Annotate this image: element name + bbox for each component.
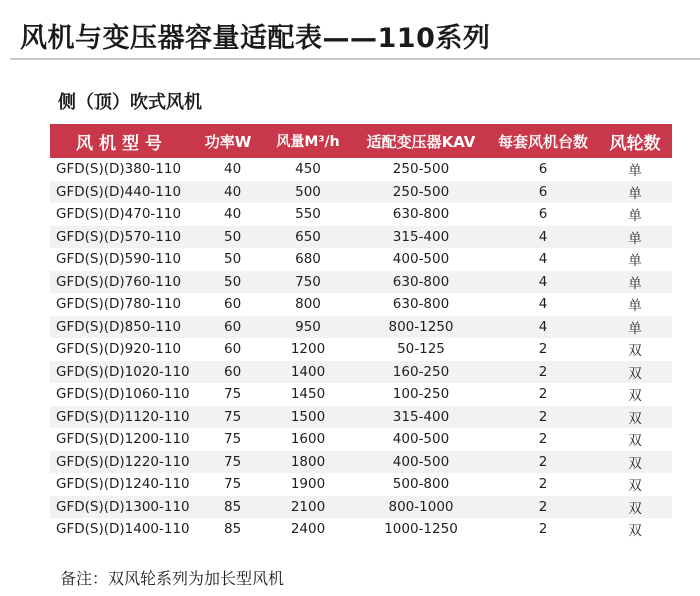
table-row [50,518,672,541]
cell-airflow: 1450 [262,383,354,406]
cell-airflow: 750 [262,271,354,294]
cell-airflow: 450 [262,158,354,181]
fan-transformer-table [50,124,672,541]
cell-airflow: 650 [262,226,354,249]
cell-model: GFD(S)(D)590-110 [50,248,194,271]
cell-airflow: 550 [262,203,354,226]
cell-transformer-kva: 400-500 [354,248,488,271]
cell-model: GFD(S)(D)470-110 [50,203,194,226]
cell-power: 75 [194,473,262,496]
cell-fans-per-set: 2 [488,473,598,496]
header-fans-per-set: 每套风机台数 [488,124,598,158]
cell-airflow: 680 [262,248,354,271]
table-row [50,226,672,249]
cell-wheel-count: 单 [598,226,672,249]
cell-transformer-kva: 400-500 [354,428,488,451]
cell-power: 50 [194,226,262,249]
cell-transformer-kva: 630-800 [354,203,488,226]
cell-airflow: 2400 [262,518,354,541]
cell-transformer-kva: 630-800 [354,271,488,294]
cell-airflow: 1800 [262,451,354,474]
cell-power: 60 [194,316,262,339]
cell-wheel-count: 单 [598,293,672,316]
cell-power: 75 [194,451,262,474]
cell-wheel-count: 双 [598,451,672,474]
cell-fans-per-set: 4 [488,293,598,316]
cell-wheel-count: 双 [598,473,672,496]
cell-wheel-count: 单 [598,181,672,204]
cell-airflow: 1900 [262,473,354,496]
cell-model: GFD(S)(D)570-110 [50,226,194,249]
cell-fans-per-set: 6 [488,158,598,181]
cell-transformer-kva: 800-1000 [354,496,488,519]
table-body [50,158,672,541]
cell-model: GFD(S)(D)1300-110 [50,496,194,519]
cell-model: GFD(S)(D)850-110 [50,316,194,339]
cell-airflow: 1500 [262,406,354,429]
table-row [50,203,672,226]
cell-fans-per-set: 2 [488,406,598,429]
cell-airflow: 500 [262,181,354,204]
cell-transformer-kva: 160-250 [354,361,488,384]
cell-power: 50 [194,271,262,294]
cell-airflow: 1200 [262,338,354,361]
cell-model: GFD(S)(D)380-110 [50,158,194,181]
cell-fans-per-set: 2 [488,451,598,474]
cell-wheel-count: 单 [598,158,672,181]
title-divider [10,58,700,60]
cell-wheel-count: 双 [598,383,672,406]
cell-fans-per-set: 6 [488,203,598,226]
table-row [50,316,672,339]
cell-model: GFD(S)(D)780-110 [50,293,194,316]
cell-transformer-kva: 1000-1250 [354,518,488,541]
document-title: 风机与变压器容量适配表——110系列 [20,23,491,54]
section-heading: 侧（顶）吹式风机 [58,92,202,113]
cell-transformer-kva: 50-125 [354,338,488,361]
cell-power: 60 [194,361,262,384]
cell-model: GFD(S)(D)440-110 [50,181,194,204]
cell-fans-per-set: 4 [488,316,598,339]
cell-wheel-count: 单 [598,316,672,339]
table-row [50,338,672,361]
table-row [50,248,672,271]
cell-transformer-kva: 630-800 [354,293,488,316]
cell-power: 75 [194,406,262,429]
cell-model: GFD(S)(D)1240-110 [50,473,194,496]
header-transformer-kva: 适配变压器KAV [354,124,488,158]
cell-airflow: 800 [262,293,354,316]
table-row [50,496,672,519]
cell-fans-per-set: 2 [488,338,598,361]
cell-power: 75 [194,383,262,406]
cell-power: 85 [194,496,262,519]
cell-wheel-count: 单 [598,271,672,294]
cell-transformer-kva: 100-250 [354,383,488,406]
header-wheel-count: 风轮数 [598,124,672,158]
table-row [50,451,672,474]
table-row [50,361,672,384]
cell-airflow: 1600 [262,428,354,451]
cell-transformer-kva: 500-800 [354,473,488,496]
cell-power: 50 [194,248,262,271]
table-row [50,383,672,406]
cell-fans-per-set: 4 [488,248,598,271]
table-row [50,428,672,451]
cell-power: 75 [194,428,262,451]
cell-model: GFD(S)(D)1060-110 [50,383,194,406]
table-row [50,473,672,496]
cell-fans-per-set: 2 [488,361,598,384]
header-power: 功率W [194,124,262,158]
cell-fans-per-set: 6 [488,181,598,204]
cell-power: 40 [194,203,262,226]
cell-fans-per-set: 2 [488,428,598,451]
cell-wheel-count: 双 [598,361,672,384]
cell-power: 40 [194,158,262,181]
cell-model: GFD(S)(D)1400-110 [50,518,194,541]
cell-power: 40 [194,181,262,204]
cell-wheel-count: 双 [598,496,672,519]
cell-transformer-kva: 315-400 [354,226,488,249]
header-model: 风机型号 [50,124,194,158]
cell-airflow: 1400 [262,361,354,384]
cell-power: 60 [194,338,262,361]
table-row [50,406,672,429]
cell-airflow: 2100 [262,496,354,519]
cell-model: GFD(S)(D)1220-110 [50,451,194,474]
cell-wheel-count: 双 [598,338,672,361]
cell-transformer-kva: 315-400 [354,406,488,429]
cell-airflow: 950 [262,316,354,339]
cell-model: GFD(S)(D)1200-110 [50,428,194,451]
cell-fans-per-set: 4 [488,271,598,294]
cell-fans-per-set: 4 [488,226,598,249]
table-row [50,158,672,181]
cell-wheel-count: 双 [598,518,672,541]
cell-transformer-kva: 250-500 [354,158,488,181]
table-row [50,271,672,294]
cell-wheel-count: 单 [598,248,672,271]
cell-model: GFD(S)(D)1120-110 [50,406,194,429]
cell-model: GFD(S)(D)1020-110 [50,361,194,384]
cell-fans-per-set: 2 [488,518,598,541]
cell-power: 85 [194,518,262,541]
header-airflow: 风量M³/h [262,124,354,158]
cell-model: GFD(S)(D)760-110 [50,271,194,294]
cell-model: GFD(S)(D)920-110 [50,338,194,361]
cell-wheel-count: 单 [598,203,672,226]
table-header-row [50,124,672,158]
cell-fans-per-set: 2 [488,496,598,519]
cell-power: 60 [194,293,262,316]
table-row [50,181,672,204]
cell-fans-per-set: 2 [488,383,598,406]
cell-transformer-kva: 250-500 [354,181,488,204]
cell-wheel-count: 双 [598,406,672,429]
table-row [50,293,672,316]
footnote: 备注：双风轮系列为加长型风机 [60,569,285,588]
cell-wheel-count: 双 [598,428,672,451]
cell-transformer-kva: 400-500 [354,451,488,474]
cell-transformer-kva: 800-1250 [354,316,488,339]
